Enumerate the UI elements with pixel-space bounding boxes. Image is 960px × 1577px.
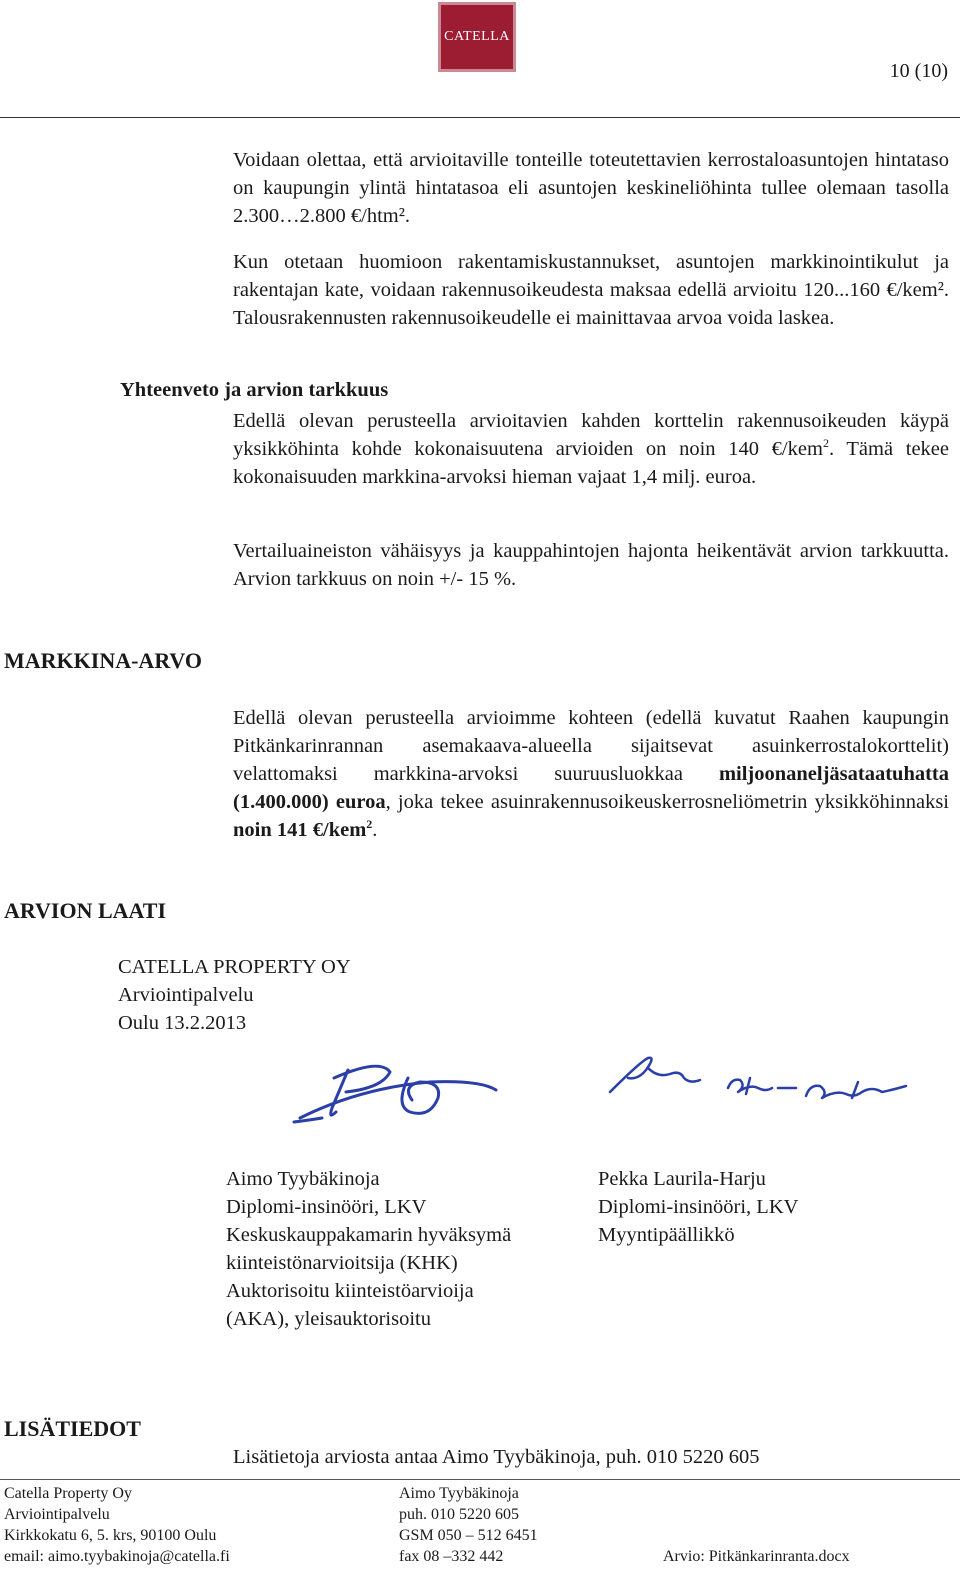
signer-line: Pekka Laurila-Harju [598, 1168, 766, 1190]
footer-line: Kirkkokatu 6, 5. krs, 90100 Oulu [4, 1527, 217, 1544]
prepared-by-heading: ARVION LAATI [4, 898, 167, 923]
mv-text-c: . [372, 819, 378, 841]
footer-line: puh. 010 5220 605 [399, 1506, 519, 1523]
intro-text-2: Kun otetaan huomioon rakentamiskustannukset, asuntojen markkinointikulut ja rakentajan kate, voidaan rakennusoikeudesta maksaa edellä arvioitu 120...160 €/kem². Talousrakennusten rakennusoikeudelle ei mainittavaa arvoa voida laskea. [233, 251, 949, 329]
summary-text-1a: Edellä olevan perusteella arvioitavien kahden korttelin rakennusoikeuden käypä yksikköhinta kohde kokonaisuutena arvioiden on noin 140 €/kem [233, 410, 949, 460]
mv-bold-value: miljoonaneljäsataatuhatta (1.400.000) euroa [233, 763, 949, 813]
footer-company [4, 1483, 230, 1567]
intro-paragraph-2 [233, 248, 949, 332]
signer-line: Diplomi-insinööri, LKV [226, 1196, 427, 1218]
place-date: Oulu 13.2.2013 [118, 1012, 247, 1034]
summary-heading: Yhteenveto ja arvion tarkkuus [120, 379, 389, 401]
company-unit: Arviointipalvelu [118, 984, 254, 1006]
footer-line: Aimo Tyybäkinoja [399, 1485, 519, 1502]
summary-text-2: Vertailuaineiston vähäisyys ja kauppahintojen hajonta heikentävät arvion tarkkuutta. Arvion tarkkuus on noin +/- 15 %. [233, 540, 949, 590]
market-value-heading: MARKKINA-ARVO [4, 648, 202, 673]
intro-text-1: Voidaan olettaa, että arvioitaville tonteille toteutettavien kerrostaloasuntojen hintataso on kaupungin ylintä hintatasoa eli asuntojen keskineliöhinta tullee olemaan tasolla 2.300…2.800 €/htm². [233, 149, 949, 227]
signature-pekka [600, 1048, 920, 1118]
page-number: 10 (10) [889, 60, 948, 82]
summary-text-1b: . Tämä tekee kokonaisuuden markkina-arvoksi hieman vajaat 1,4 milj. euroa. [233, 438, 949, 488]
mv-bold-b: noin 141 €/kem [233, 819, 367, 841]
superscript: 2 [822, 436, 829, 451]
catella-logo [438, 2, 516, 72]
mv-bold-unit-price [233, 819, 372, 841]
footer-email: email: aimo.tyybakinoja@catella.fi [4, 1548, 230, 1565]
footer-rule [0, 1479, 960, 1480]
footer-line: Catella Property Oy [4, 1485, 132, 1502]
summary-paragraph-2 [233, 537, 949, 593]
signer-line: Auktorisoitu kiinteistöarvioija [226, 1280, 474, 1302]
additional-info-text: Lisätietoja arviosta antaa Aimo Tyybäkinoja, puh. 010 5220 605 [233, 1446, 760, 1468]
footer-line: GSM 050 – 512 6451 [399, 1527, 538, 1544]
signer-line: kiinteistönarvioitsija (KHK) [226, 1252, 458, 1274]
company-name: CATELLA PROPERTY OY [118, 956, 351, 978]
signer-line: Keskuskauppakamarin hyväksymä [226, 1224, 512, 1246]
summary-paragraph-1 [233, 407, 949, 491]
footer-contact [399, 1483, 538, 1567]
signer-aimo [226, 1165, 511, 1333]
intro-paragraph-1 [233, 146, 949, 230]
signature-aimo [270, 1048, 560, 1128]
summary-text-1 [233, 407, 949, 491]
footer-line: Arviointipalvelu [4, 1506, 110, 1523]
signer-line: Diplomi-insinööri, LKV [598, 1196, 799, 1218]
signer-pekka [598, 1165, 798, 1249]
mv-text-a: Edellä olevan perusteella arvioimme kohteen (edellä kuvatut Raahen kaupungin Pitkänkarinrannan asemakaava-alueella sijaitsevat asuinkerrostalokorttelit) velattomaksi markkina-arvoksi suuruusluokkaa [233, 707, 949, 785]
header-rule [0, 117, 960, 118]
logo-text: CATELLA [444, 29, 510, 44]
footer-document-name: Arvio: Pitkänkarinranta.docx [663, 1548, 850, 1565]
market-value-text [233, 704, 949, 844]
signer-line: Myyntipäällikkö [598, 1224, 735, 1246]
signer-line: (AKA), yleisauktorisoitu [226, 1308, 431, 1330]
footer-line: fax 08 –332 442 [399, 1548, 504, 1565]
market-value-paragraph [233, 704, 949, 844]
mv-text-b: , joka tekee asuinrakennusoikeuskerrosneliömetrin yksikköhinnaksi [385, 791, 949, 813]
signer-line: Aimo Tyybäkinoja [226, 1168, 380, 1190]
additional-info-heading: LISÄTIEDOT [4, 1416, 141, 1441]
superscript: 2 [366, 817, 373, 832]
